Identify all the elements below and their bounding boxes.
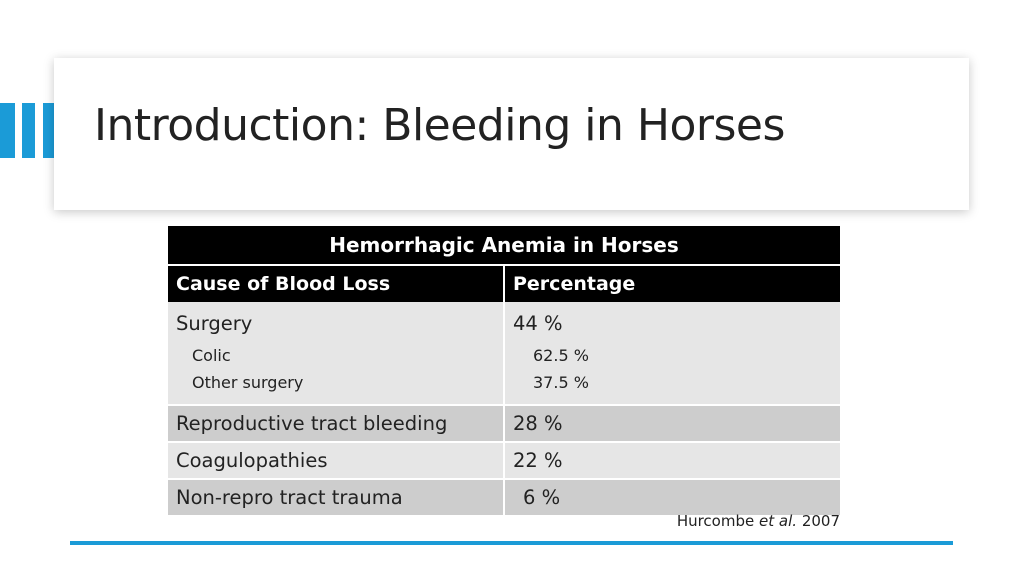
bottom-divider: [70, 541, 953, 545]
sub-cause-label: Colic: [192, 346, 231, 365]
percent-cell: [504, 302, 840, 405]
cause-cell: Non-repro tract trauma: [168, 479, 504, 516]
citation-year: 2007: [801, 512, 840, 530]
sub-percent-label: 37.5 %: [533, 373, 589, 392]
slide-title: Introduction: Bleeding in Horses: [94, 100, 785, 151]
cause-cell: [168, 302, 504, 405]
accent-bar: [22, 103, 35, 158]
percent-cell: 6 %: [504, 479, 840, 516]
citation-author: Hurcombe: [676, 512, 755, 530]
citation: [677, 512, 840, 530]
table-row: [168, 442, 840, 479]
cause-label: Surgery: [176, 312, 253, 335]
table-row: [168, 479, 840, 516]
table-header-row: [168, 265, 840, 302]
sub-cause-label: Other surgery: [192, 373, 304, 392]
title-card: [54, 58, 969, 210]
table-row: [168, 302, 840, 405]
table-row: [168, 405, 840, 442]
column-header-percentage: Percentage: [504, 265, 840, 302]
percent-cell: 22 %: [504, 442, 840, 479]
percent-label: 44 %: [513, 312, 563, 335]
citation-etal: et al.: [759, 512, 798, 530]
cause-cell: Coagulopathies: [168, 442, 504, 479]
sub-percent-label: 62.5 %: [533, 346, 589, 365]
column-header-cause: Cause of Blood Loss: [168, 265, 504, 302]
table-caption: Hemorrhagic Anemia in Horses: [168, 226, 840, 265]
accent-bar: [0, 103, 15, 158]
accent-bars: [0, 103, 54, 158]
hemorrhagic-anemia-table: [168, 226, 840, 517]
accent-bar: [43, 103, 54, 158]
table-caption-row: [168, 226, 840, 265]
cause-cell: Reproductive tract bleeding: [168, 405, 504, 442]
percent-cell: 28 %: [504, 405, 840, 442]
